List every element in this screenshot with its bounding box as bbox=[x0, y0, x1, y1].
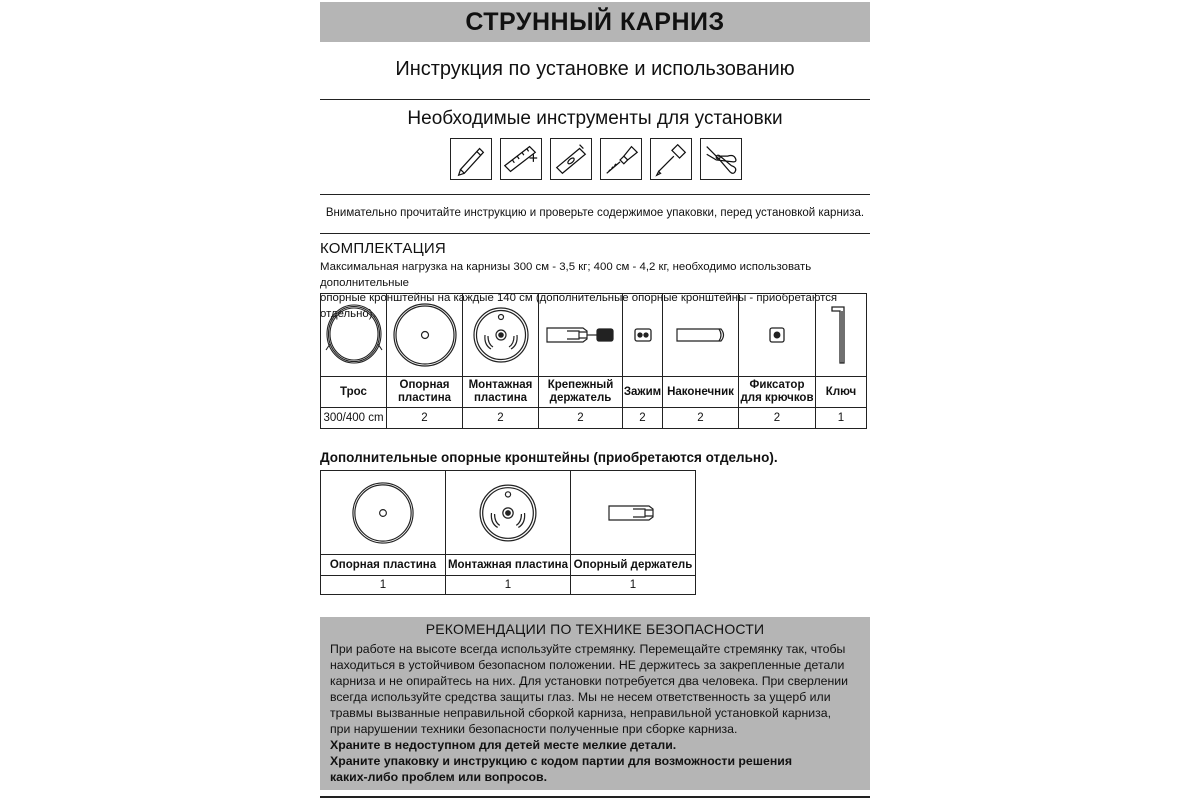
divider bbox=[320, 99, 870, 100]
kit-qty-cell: 2 bbox=[663, 408, 739, 429]
extra-cell-mounting-plate bbox=[446, 471, 571, 555]
kit-table bbox=[320, 293, 867, 429]
safety-text: При работе на высоте всегда используйте стремянку. Перемещайте стремянку так, чтобы находиться в устойчивом безопасном положении. НЕ держитесь за закрепленные детали карниза и не опирайтесь на них. Для установки потребуется два человека. При сверлении всегда используйте средства защиты глаз. Мы не несем ответственность за ущерб или травмы вызванные неправильной сборкой карниза, неправильной установкой карниза, при нарушении техники безопасности полученные при сборке карниза. bbox=[330, 642, 849, 736]
hex-key-icon bbox=[826, 303, 856, 367]
extra-name-cell: Опорная пластина bbox=[321, 555, 446, 576]
drill-icon bbox=[600, 138, 642, 180]
extra-qty-cell: 1 bbox=[446, 576, 571, 595]
notice-text: Внимательно прочитайте инструкцию и проверьте содержимое упаковки, перед установкой карниза. bbox=[325, 207, 865, 219]
kit-cell-cable bbox=[321, 294, 387, 377]
support-holder-icon bbox=[605, 500, 661, 526]
page-subtitle: Инструкция по установке и использованию bbox=[395, 58, 795, 80]
pencil-icon bbox=[450, 138, 492, 180]
kit-name-cell: Фиксатор для крючков bbox=[739, 377, 816, 408]
kit-cell-mounting-plate bbox=[463, 294, 539, 377]
level-icon bbox=[550, 138, 592, 180]
safety-title: РЕКОМЕНДАЦИИ ПО ТЕХНИКЕ БЕЗОПАСНОСТИ bbox=[425, 621, 765, 637]
kit-qty-cell: 2 bbox=[623, 408, 663, 429]
mounting-plate-icon bbox=[471, 305, 531, 365]
tape-measure-icon bbox=[500, 138, 542, 180]
divider bbox=[320, 796, 870, 798]
kit-cell-fastening-holder bbox=[539, 294, 623, 377]
kit-description: Максимальная нагрузка на карнизы 300 см - 3,5 кг; 400 см - 4,2 кг, необходимо использовать дополнительные опорные кронштейны на каждые 140 см (дополнительные опорные кронштейны - приобретаются отдельно). bbox=[320, 261, 838, 320]
clamp-icon bbox=[632, 324, 654, 346]
extra-cell-support-plate bbox=[321, 471, 446, 555]
extra-brackets-table bbox=[320, 470, 696, 595]
page-title: СТРУННЫЙ КАРНИЗ bbox=[320, 2, 870, 42]
fastening-holder-icon bbox=[543, 320, 619, 350]
kit-qty-cell: 2 bbox=[539, 408, 623, 429]
extra-qty-cell: 1 bbox=[571, 576, 696, 595]
kit-name-cell: Монтажная пластина bbox=[463, 377, 539, 408]
kit-name-cell: Наконечник bbox=[663, 377, 739, 408]
screwdriver-icon bbox=[650, 138, 692, 180]
kit-qty-cell: 2 bbox=[387, 408, 463, 429]
safety-warning: Храните в недоступном для детей месте мелкие детали. Храните упаковку и инструкцию с кодом партии для возможности решения каких-либо проблем или вопросов. bbox=[330, 738, 793, 784]
safety-section bbox=[320, 617, 870, 790]
mounting-plate-icon bbox=[477, 482, 539, 544]
kit-qty-cell: 300/400 cm bbox=[321, 408, 387, 429]
kit-name-cell: Крепежный держатель bbox=[539, 377, 623, 408]
kit-cell-hook-stopper bbox=[739, 294, 816, 377]
tools-row bbox=[450, 138, 742, 182]
kit-cell-tip bbox=[663, 294, 739, 377]
extra-name-cell: Монтажная пластина bbox=[446, 555, 571, 576]
kit-cell-hex-key bbox=[816, 294, 867, 377]
kit-name-cell: Зажим bbox=[623, 377, 663, 408]
pliers-icon bbox=[700, 138, 742, 180]
tools-title: Необходимые инструменты для установки bbox=[407, 108, 783, 129]
tip-icon bbox=[673, 324, 729, 346]
kit-cell-clamp bbox=[623, 294, 663, 377]
kit-name-cell: Ключ bbox=[816, 377, 867, 408]
support-plate-icon bbox=[351, 481, 415, 545]
instruction-page bbox=[320, 0, 870, 800]
extra-brackets-title: Дополнительные опорные кронштейны (приобретаются отдельно). bbox=[320, 450, 778, 465]
divider bbox=[320, 233, 870, 234]
kit-title: КОМПЛЕКТАЦИЯ bbox=[320, 240, 446, 257]
kit-qty-cell: 2 bbox=[463, 408, 539, 429]
kit-qty-cell: 2 bbox=[739, 408, 816, 429]
cable-coil-icon bbox=[324, 303, 384, 367]
extra-name-cell: Опорный держатель bbox=[571, 555, 696, 576]
kit-qty-cell: 1 bbox=[816, 408, 867, 429]
kit-name-cell: Трос bbox=[321, 377, 387, 408]
divider bbox=[320, 194, 870, 195]
kit-cell-support-plate bbox=[387, 294, 463, 377]
hook-stopper-icon bbox=[767, 325, 787, 345]
kit-name-cell: Опорная пластина bbox=[387, 377, 463, 408]
support-plate-icon bbox=[392, 302, 458, 368]
extra-qty-cell: 1 bbox=[321, 576, 446, 595]
extra-cell-support-holder bbox=[571, 471, 696, 555]
